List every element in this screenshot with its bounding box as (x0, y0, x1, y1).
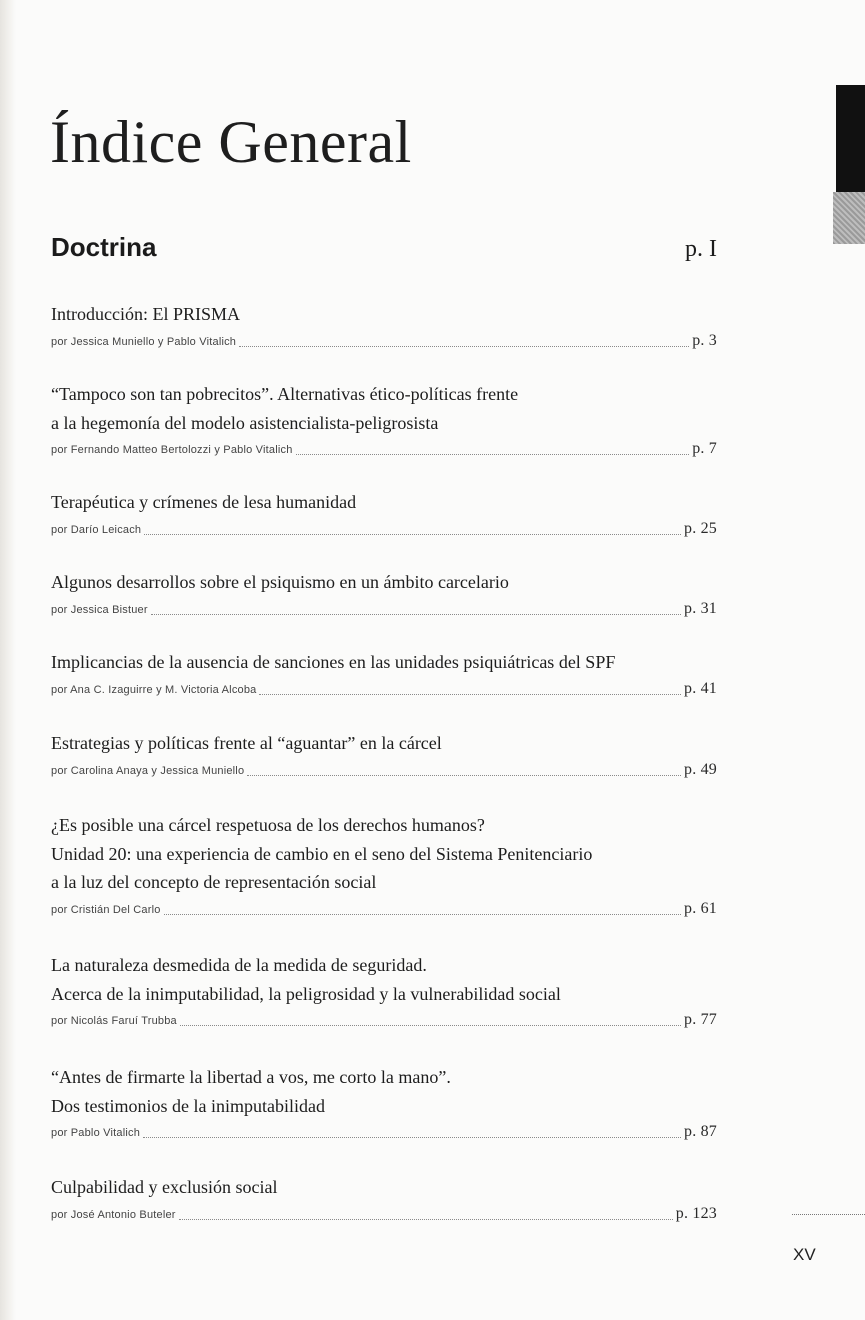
entry-title-line: Acerca de la inimputabilidad, la peligrosidad y la vulnerabilidad social (51, 983, 561, 1004)
dot-leader (143, 1136, 681, 1138)
entry-page-ref: p. 77 (684, 1011, 717, 1028)
entry-page-ref: p. 123 (675, 1204, 717, 1222)
toc-entry (51, 1173, 717, 1223)
entry-title-line: ¿Es posible una cárcel respetuosa de los derechos humanos? (51, 815, 485, 835)
entry-page-ref: p. 49 (684, 760, 717, 778)
entry-author: por José Antonio Buteler (51, 1208, 176, 1221)
entry-title-line: Unidad 20: una experiencia de cambio en el seno del Sistema Penitenciario (51, 843, 593, 864)
toc-entry (51, 488, 717, 538)
entry-page-ref: p. 31 (684, 599, 717, 617)
entry-title-line: a la hegemonía del modelo asistencialista-peligrosista (51, 412, 439, 433)
entry-author-row (51, 900, 717, 918)
entry-title (51, 568, 717, 597)
entry-author: por Fernando Matteo Bertolozzi y Pablo Vitalich (51, 444, 293, 456)
dot-leader (296, 453, 690, 455)
entry-author-row (51, 1123, 717, 1141)
entry-title (51, 951, 717, 1008)
entry-author: por Carolina Anaya y Jessica Muniello (51, 764, 245, 777)
entry-page-ref: p. 3 (692, 331, 717, 349)
entry-title-line: Culpabilidad y exclusión social (51, 1177, 278, 1197)
page-title: Índice General (50, 109, 412, 175)
entry-title-line: Implicancias de la ausencia de sanciones en las unidades psiquiátricas del SPF (51, 652, 616, 672)
dot-leader (179, 1218, 673, 1220)
entry-author: por Ana C. Izaguirre y M. Victoria Alcoba (51, 683, 257, 696)
toc-entry (51, 380, 717, 458)
dot-leader (164, 913, 681, 915)
entry-title (51, 1173, 717, 1202)
dot-leader (247, 774, 681, 776)
entry-author-row (51, 1205, 717, 1223)
entry-author-row (51, 332, 717, 350)
entry-title (51, 488, 717, 517)
entry-title-line: La naturaleza desmedida de la medida de seguridad. (51, 955, 427, 975)
entry-title (51, 729, 717, 758)
entry-author: por Jessica Muniello y Pablo Vitalich (51, 335, 237, 348)
toc-entry (51, 811, 717, 918)
entry-author-row (51, 680, 717, 698)
dot-leader (180, 1024, 681, 1026)
margin-dot-leader (792, 1213, 865, 1215)
entry-title-line: Dos testimonios de la inimputabilidad (51, 1095, 325, 1116)
page-folio: XV (793, 1245, 816, 1264)
entry-author-row (51, 600, 717, 618)
entry-author: por Nicolás Faruí Trubba (51, 1015, 177, 1027)
entry-page-ref: p. 87 (684, 1123, 717, 1140)
entry-title-line: Estrategias y políticas frente al “aguantar” en la cárcel (51, 733, 442, 753)
entry-title-line: Terapéutica y crímenes de lesa humanidad (51, 492, 357, 512)
entry-author-row (51, 761, 717, 779)
entry-title (51, 1063, 717, 1120)
entry-author: por Cristián Del Carlo (51, 903, 161, 916)
thumb-index-tab (836, 85, 865, 192)
entry-title (51, 300, 717, 329)
toc-entry (51, 568, 717, 618)
entry-title-line: Algunos desarrollos sobre el psiquismo en un ámbito carcelario (51, 572, 509, 592)
dot-leader (259, 693, 681, 695)
entry-title-line: “Tampoco son tan pobrecitos”. Alternativas ético-políticas frente (51, 384, 519, 404)
dot-leader (239, 345, 689, 347)
toc-entry (51, 729, 717, 779)
entry-author: por Jessica Bistuer (51, 603, 148, 616)
entry-page-ref: p. 25 (684, 519, 717, 537)
page-binding-edge (0, 0, 16, 1320)
dot-leader (151, 613, 681, 615)
entry-author-row (51, 520, 717, 538)
entry-title-line: Introducción: El PRISMA (51, 304, 240, 324)
entry-author-row (51, 1011, 717, 1029)
toc-entry (51, 648, 717, 698)
section-title: Doctrina (51, 232, 157, 262)
toc-entry (51, 951, 717, 1029)
entry-title-line: a la luz del concepto de representación social (51, 872, 377, 892)
toc-entry (51, 1063, 717, 1141)
thumb-index-tab-shadow (833, 192, 865, 244)
entry-title (51, 811, 717, 897)
entry-author: por Darío Leicach (51, 523, 142, 536)
entry-page-ref: p. 61 (684, 899, 717, 917)
entry-title-line: “Antes de firmarte la libertad a vos, me corto la mano”. (51, 1067, 451, 1087)
entry-author-row (51, 440, 717, 458)
entry-author: por Pablo Vitalich (51, 1127, 141, 1139)
section-heading (51, 232, 717, 263)
toc-entry (51, 300, 717, 350)
entry-title (51, 648, 717, 677)
entry-page-ref: p. 7 (692, 440, 717, 457)
entry-title (51, 380, 717, 437)
entry-page-ref: p. 41 (684, 679, 717, 697)
section-page-ref: p. I (685, 236, 717, 262)
dot-leader (144, 533, 681, 535)
